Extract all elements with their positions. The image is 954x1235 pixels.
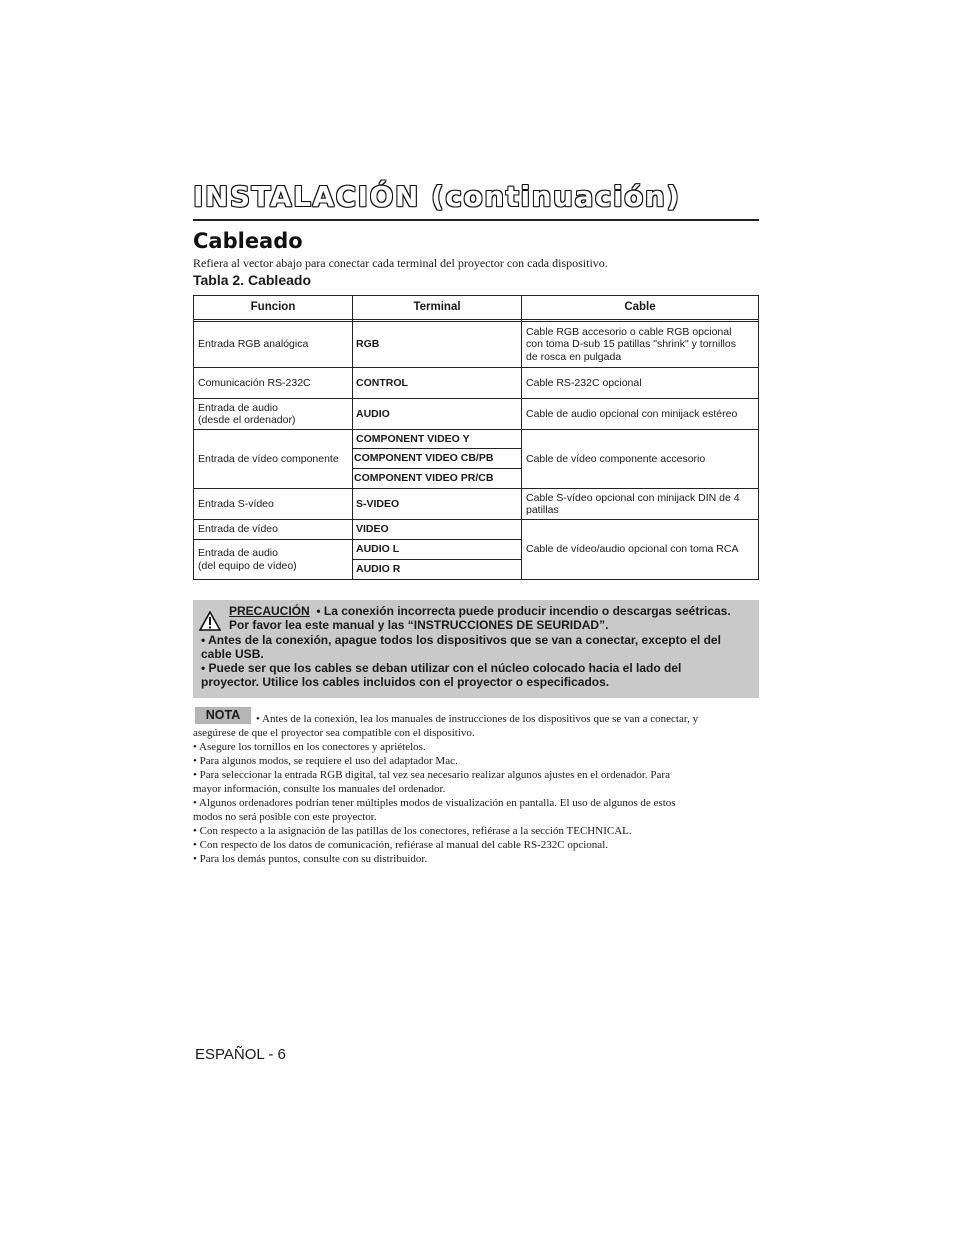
note-line: asegúrese de que el proyector sea compatible con el dispositivo. [193,727,475,739]
page-footer: ESPAÑOL - 6 [195,1046,286,1063]
terminal-cell: VIDEO [356,523,389,536]
funcion-cell: Entrada RGB analógica [198,338,309,351]
header-funcion: Funcion [250,301,296,314]
funcion-cell: Entrada de vídeo componente [198,452,339,465]
header-terminal: Terminal [413,301,461,314]
note-line: • Antes de la conexión, lea los manuales de instrucciones de los dispositivos que se van a conectar, y [256,713,699,725]
terminal-cell: CONTROL [356,376,408,389]
warning-triangle-icon [199,611,221,631]
terminal-cell: COMPONENT VIDEO PR/CB [354,472,494,485]
terminal-cell: COMPONENT VIDEO Y [356,432,470,445]
funcion-cell: Entrada de audio (del equipo de vídeo) [198,547,297,572]
note-line: modos no será posible con este proyector. [193,811,377,823]
cable-cell: Cable de audio opcional con minijack estéreo [526,407,738,420]
terminal-cell: AUDIO [356,407,390,420]
note-line: • Para algunos modos, se requiere el uso del adaptador Mac. [193,755,458,767]
terminal-cell: RGB [356,338,380,351]
caution-line: proyector. Utilice los cables incluidos con el proyector o especificados. [201,675,610,689]
terminal-cell: AUDIO L [356,543,400,556]
note-line: • Algunos ordenadores podrían tener múltiples modos de visualización en pantalla. El uso de algunos de estos [193,797,676,809]
cable-cell: Cable de vídeo componente accesorio [526,452,706,465]
intro-text: Refiera al vector abajo para conectar cada terminal del proyector con cada dispositivo. [193,256,608,270]
cable-cell: Cable S-vídeo opcional con minijack DIN de 4 patillas [526,491,740,516]
note-line: • Con respecto de los datos de comunicación, refiérase al manual del cable RS-232C opcional. [193,839,608,851]
funcion-cell: Comunicación RS-232C [198,376,311,389]
terminal-cell: S-VIDEO [356,497,400,510]
funcion-cell: Entrada S-vídeo [198,497,274,510]
caution-line: cable USB. [201,647,264,661]
section-title: Cableado [193,229,303,253]
note-line: mayor información, consulte los manuales del ordenador. [193,783,446,795]
header-cable: Cable [624,301,656,314]
caution-line: Por favor lea este manual y las “INSTRUCCIONES DE SEURIDAD”. [229,618,609,632]
funcion-cell: Entrada de vídeo [198,523,278,536]
note-line: • Asegure los tornillos en los conectores y apriételos. [193,741,426,753]
caution-line: PRECAUCIÓN • La conexión incorrecta puede producir incendio o descargas seétricas. [229,604,731,618]
terminal-cell: AUDIO R [356,563,401,576]
page-title: INSTALACIÓN (continuación) [193,180,681,213]
note-line: • Para seleccionar la entrada RGB digital, tal vez sea necesario realizar algunos ajustes en el ordenador. Para [193,769,670,781]
funcion-cell: Entrada de audio (desde el ordenador) [198,401,296,426]
note-line: • Con respecto a la asignación de las patillas de los conectores, refiérase a la sección TECHNICAL. [193,825,632,837]
caution-label: PRECAUCIÓN [229,604,310,618]
cable-cell: Cable RS-232C opcional [526,376,642,389]
caution-box [193,600,759,698]
cable-cell: Cable de vídeo/audio opcional con toma RCA [526,543,739,556]
nota-badge: NOTA [195,707,251,724]
terminal-cell: COMPONENT VIDEO CB/PB [354,452,494,465]
note-line: • Para los demás puntos, consulte con su distribuidor. [193,853,428,865]
title-rule [193,219,759,221]
cable-cell: Cable RGB accesorio o cable RGB opcional con toma D-sub 15 patillas "shrink" y tornillos de rosca en pulgada [526,325,736,363]
caution-line: • Antes de la conexión, apague todos los dispositivos que se van a conectar, excepto el del [201,633,721,647]
caution-line: • Puede ser que los cables se deban utilizar con el núcleo colocado hacia el lado del [201,661,682,675]
cabling-table [193,295,759,580]
table-caption: Tabla 2. Cableado [193,272,311,288]
